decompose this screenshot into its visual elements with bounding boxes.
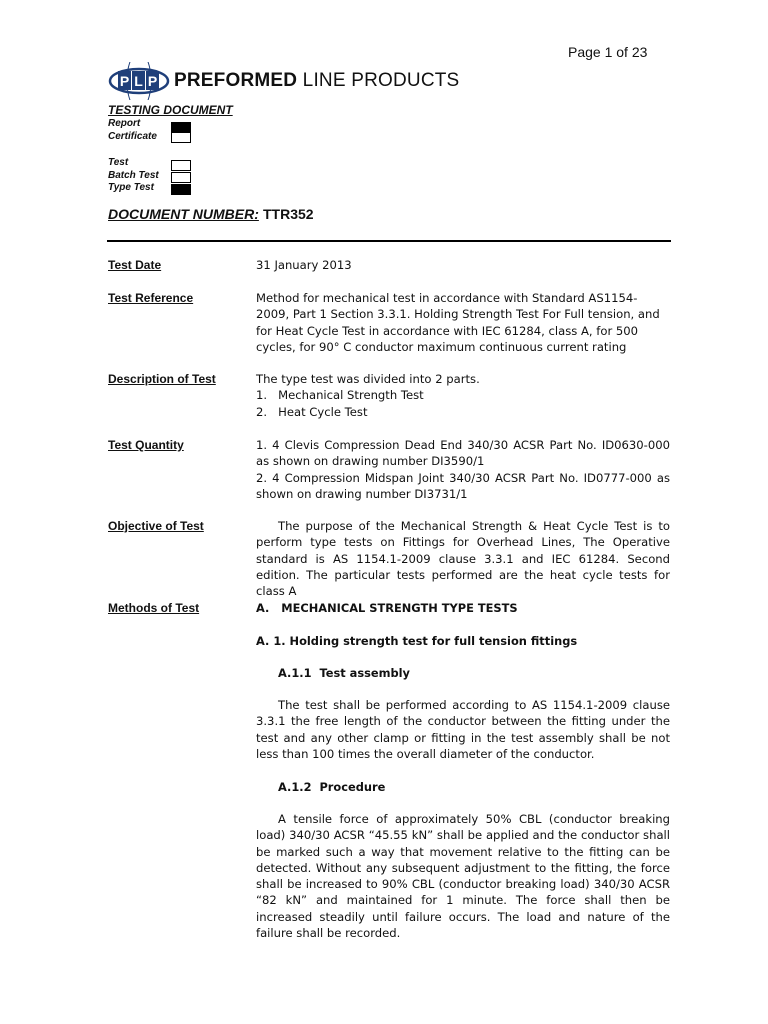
svg-text:P: P — [119, 73, 130, 89]
heading-a1: A. 1. Holding strength test for full tension fittings — [256, 634, 578, 648]
plp-logo-icon — [108, 62, 170, 100]
description-block — [256, 371, 670, 420]
test-checkbox — [171, 160, 191, 171]
report-label: Report — [108, 118, 141, 129]
page-number: Page 1 of 23 — [568, 44, 648, 60]
heading-a12: A.1.2 Procedure — [278, 780, 386, 794]
batch-test-label: Batch Test — [108, 170, 159, 181]
test-label: Test — [108, 157, 129, 168]
description-intro: The type test was divided into 2 parts. — [256, 372, 480, 386]
svg-text:L: L — [134, 73, 143, 89]
batch-test-checkbox — [171, 172, 191, 183]
paragraph-a12: A tensile force of approximately 50% CBL (conductor breaking load) 340/30 ACSR “45.55 kN” shall be applied and the conductor shall be marked such a way that movement relative to the fitting can be detected. Without any subsequent adjustment to the fitting, the force shall be increased to 90% CBL (conductor breaking load) 340/30 ACSR “82 kN” and maintained for 1 minute. The force shall then be increased steadily until failure occurs. The load and nature of the failure shall be recorded. — [256, 812, 670, 941]
company-name: PREFORMED LINE PRODUCTS — [174, 70, 460, 91]
test-date-value: 31 January 2013 — [256, 258, 352, 272]
divider — [107, 240, 671, 242]
methods-label: Methods of Test — [108, 601, 200, 615]
test-reference-value: Method for mechanical test in accordance with Standard AS1154-2009, Part 1 Section 3.3.1. Holding Strength Test For Full tension, and for Heat Cycle Test in accordance with IEC 61284, class A, for 500 cycles, for 90° C conductor maximum continuous current rating — [256, 291, 660, 354]
test-quantity-label: Test Quantity — [108, 438, 184, 452]
document-number-value: TTR352 — [263, 206, 314, 222]
testing-document-title: TESTING DOCUMENT — [108, 103, 233, 117]
heading-a: A. MECHANICAL STRENGTH TYPE TESTS — [256, 601, 518, 615]
certificate-checkbox — [171, 132, 191, 143]
heading-a11: A.1.1 Test assembly — [278, 666, 410, 680]
objective-value: The purpose of the Mechanical Strength & Heat Cycle Test is to perform type tests on Fittings for Overhead Lines, The Operative standard is AS 1154.1-2009 clause 3.3.1 and IEC 61284. Second edition. The particular tests performed are the heat cycle tests for class A — [256, 519, 670, 599]
description-item: 1. Mechanical Strength Test — [256, 388, 424, 403]
objective-label: Objective of Test — [108, 519, 204, 533]
certificate-label: Certificate — [108, 131, 157, 142]
document-number-label: DOCUMENT NUMBER: — [108, 206, 259, 222]
svg-text:P: P — [147, 73, 158, 89]
paragraph-a11: The test shall be performed according to AS 1154.1-2009 clause 3.3.1 the free length of the conductor between the fitting under the test and any other clamp or fitting in the test assembly shall be not less than 100 times the overall diameter of the conductor. — [256, 698, 670, 761]
description-item: 2. Heat Cycle Test — [256, 404, 368, 419]
company-logo — [108, 62, 460, 100]
quantity-item: 1. 4 Clevis Compression Dead End 340/30 ACSR Part No. ID0630-000 as shown on drawing number DI3590/1 — [256, 438, 670, 469]
test-quantity-block — [256, 437, 670, 502]
type-test-checkbox — [171, 184, 191, 195]
description-label: Description of Test — [108, 372, 216, 386]
test-reference-label: Test Reference — [108, 291, 194, 305]
test-date-label: Test Date — [108, 258, 162, 272]
type-test-label: Type Test — [108, 182, 154, 193]
quantity-item: 2. 4 Compression Midspan Joint 340/30 ACSR Part No. ID0777-000 as shown on drawing number DI3731/1 — [256, 470, 670, 501]
